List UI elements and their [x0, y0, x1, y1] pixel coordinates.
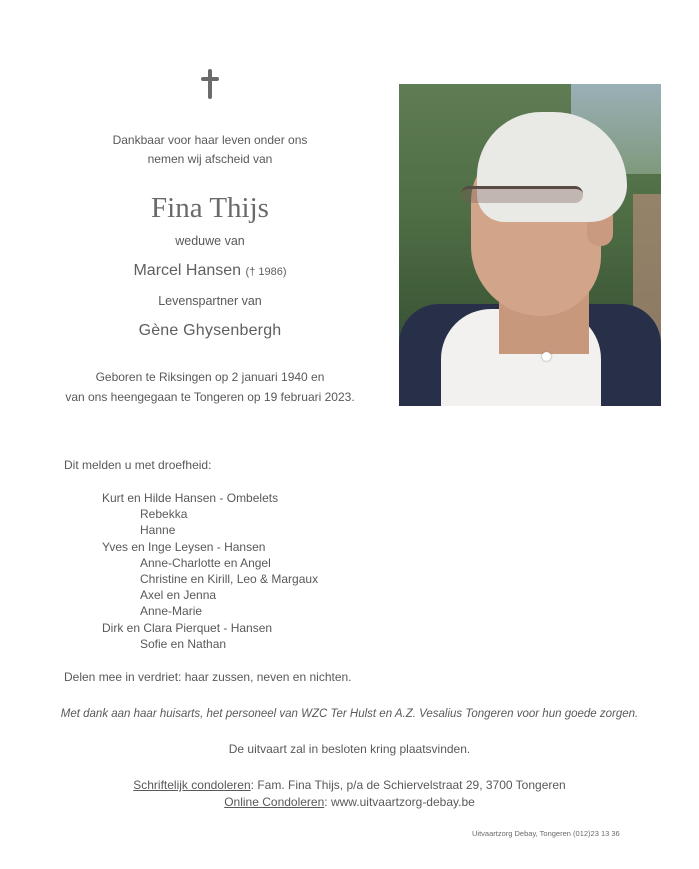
funeral-text: De uitvaart zal in besloten kring plaatsvinden. [228, 742, 471, 756]
family-row: Anne-Marie [140, 604, 203, 619]
family-row: Dirk en Clara Pierquet - Hansen [102, 620, 273, 635]
partner-name: Gène Ghysenbergh [138, 322, 282, 339]
partner-label: Levenspartner van [158, 294, 262, 308]
family-row: Yves en Inge Leysen - Hansen [102, 539, 266, 554]
online-condolence-link[interactable]: Online Condoleren [224, 795, 325, 809]
family-row: Anne-Charlotte en Angel [140, 555, 271, 570]
condolences [0, 777, 699, 811]
died-line: van ons heengegaan te Tongeren op 19 februari 2023. [65, 390, 355, 404]
born-line: Geboren te Riksingen op 2 januari 1940 en [95, 370, 325, 384]
family-row: Axel en Jenna [140, 588, 217, 603]
intro-text [40, 131, 380, 169]
family-row: Christine en Kirill, Leo & Margaux [140, 572, 319, 587]
family-row: Rebekka [140, 507, 188, 522]
family-row: Sofie en Nathan [140, 636, 227, 651]
family-intro: Dit melden u met droefheid: [64, 458, 212, 472]
family-row: Hanne [140, 523, 176, 538]
portrait-photo [399, 84, 661, 406]
written-condolence-address: : Fam. Fina Thijs, p/a de Schiervelstraat 29, 3700 Tongeren [250, 778, 566, 792]
intro-line-2: nemen wij afscheid van [147, 152, 273, 166]
share-grief-text: Delen mee in verdriet: haar zussen, neven en nichten. [64, 670, 352, 684]
online-condolence [0, 794, 699, 811]
online-condolence-url: : www.uitvaartzorg-debay.be [324, 795, 475, 809]
written-condolence [0, 777, 699, 794]
deceased-name: Fina Thijs [151, 192, 269, 224]
widow-label: weduwe van [175, 234, 245, 248]
family-row: Kurt en Hilde Hansen - Ombelets [102, 491, 279, 505]
funeral-home-footer: Uitvaartzorg Debay, Tongeren (012)23 13 36 [472, 829, 620, 838]
husband-name: Marcel Hansen [133, 262, 242, 279]
husband [40, 260, 380, 283]
thanks-text: Met dank aan haar huisarts, het personeel van WZC Ter Hulst en A.Z. Vesalius Tongeren voor hun goede zorgen. [60, 708, 639, 720]
intro-line-1: Dankbaar voor haar leven onder ons [112, 133, 308, 147]
cross-icon [201, 69, 219, 99]
life-dates [40, 367, 380, 407]
written-condolence-link[interactable]: Schriftelijk condoleren [133, 778, 251, 792]
husband-death-note: († 1986) [245, 266, 287, 278]
family-list [102, 490, 318, 652]
